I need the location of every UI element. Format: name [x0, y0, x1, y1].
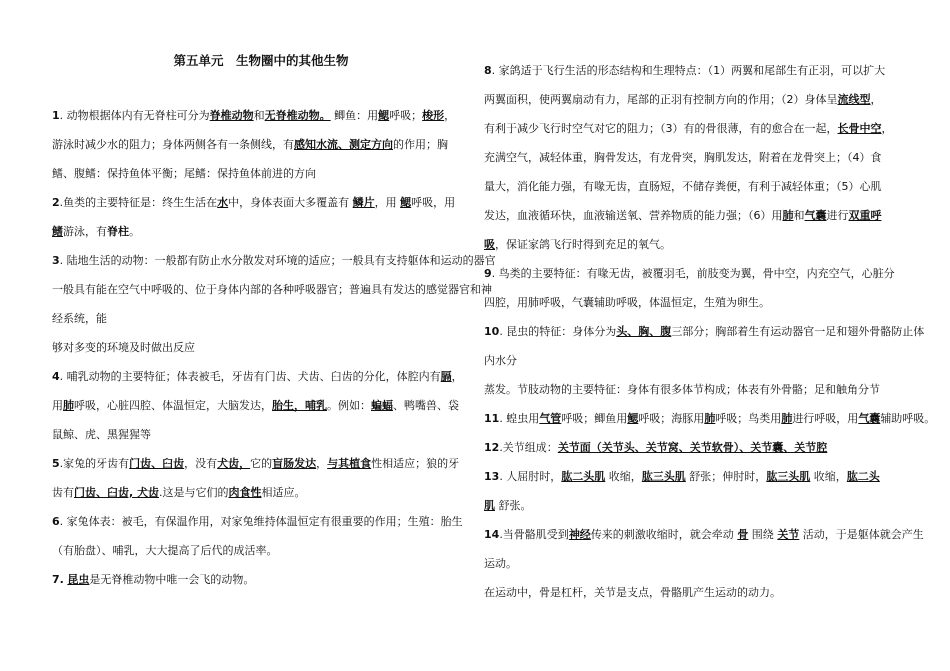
text-run: 呼吸；海豚用: [638, 412, 705, 425]
text-line: [484, 404, 935, 433]
item-number: 1: [52, 109, 60, 122]
text-line: [52, 507, 463, 536]
key-term: 鳃: [627, 412, 639, 425]
text-run: .关节组成：: [499, 441, 558, 454]
key-term: 犬齿，: [217, 457, 251, 470]
key-term: 脊椎动物: [209, 109, 254, 122]
text-run: 活动，于是躯体就会产生: [799, 528, 924, 541]
key-term: 蝙蝠: [371, 399, 393, 412]
key-term: 神经: [568, 528, 591, 541]
text-run: ，: [870, 93, 882, 106]
text-run: 和: [793, 209, 805, 222]
item-number: 9: [484, 267, 492, 280]
text-run: 和: [253, 109, 265, 122]
text-run: 四腔，用肺呼吸，气囊辅助呼吸，体温恒定，生殖为卵生。: [484, 296, 770, 309]
text-run: . 家鸽适于飞行生活的形态结构和生理特点：（1）两翼和尾部生有正羽，可以扩大: [491, 64, 886, 77]
text-line: [52, 101, 455, 130]
item-number: 6: [52, 515, 60, 528]
text-run: 游泳时减少水的阻力；身体两侧各有一条侧线，有: [52, 138, 294, 151]
item-number: 5: [52, 457, 60, 470]
text-run: 辅助呼吸。: [880, 412, 936, 425]
text-run: . 蝗虫用: [499, 412, 540, 425]
text-run: 。: [129, 225, 140, 238]
key-term: 鳞片: [352, 196, 375, 209]
text-run: 三部分；胸部着生有运动器官一足和翅外骨骼防止体: [671, 325, 925, 338]
text-line: [484, 56, 885, 85]
key-term: 流线型: [837, 93, 871, 106]
text-line: [52, 159, 316, 188]
item-number: 脊柱: [107, 225, 129, 238]
text-run: ，保证家鸽飞行时得到充足的氧气。: [495, 238, 671, 251]
key-term: 门齿、臼齿: [129, 457, 185, 470]
text-run: 用: [52, 399, 63, 412]
text-line: [484, 346, 517, 375]
key-term: 气囊: [858, 412, 881, 425]
text-line: [484, 259, 895, 288]
unit-title: 第五单元 生物圈中的其他生物: [173, 53, 349, 68]
text-run: ，没有: [184, 457, 218, 470]
item-number: 3: [52, 254, 60, 267]
key-term: 鳍: [52, 225, 63, 238]
text-run: 收缩，: [605, 470, 642, 483]
text-run: 传来的刺激收缩时，就会牵动: [590, 528, 738, 541]
key-term: 昆虫: [67, 573, 90, 586]
text-run: 在运动中，骨是杠杆，关节是支点，骨骼肌产生运动的动力。: [484, 586, 781, 599]
key-term: 肺: [63, 399, 74, 412]
text-run: 中，身体表面大多覆盖有: [228, 196, 353, 209]
text-run: 呼吸，用: [411, 196, 456, 209]
text-run: 呼吸；鲫鱼用: [561, 412, 628, 425]
key-term: 气管: [539, 412, 562, 425]
key-term: 骨: [737, 528, 749, 541]
text-run: .鱼类的主要特征是：终生生活在: [59, 196, 218, 209]
item-number: 2: [52, 196, 60, 209]
text-line: [52, 449, 459, 478]
text-run: ，: [444, 109, 456, 122]
text-run: 两翼面积，使两翼扇动有力，尾部的正羽有控制方向的作用；（2）身体呈: [484, 93, 838, 106]
key-term: 吸: [484, 238, 495, 251]
text-line: [52, 536, 278, 565]
key-term: 肱三头肌: [641, 470, 686, 483]
text-line: [484, 549, 517, 578]
text-line: [484, 114, 893, 143]
key-term: 长骨中空: [837, 122, 882, 135]
text-run: 收缩，: [810, 470, 847, 483]
text-line: [484, 578, 781, 607]
text-line: [484, 375, 880, 404]
text-run: ，: [451, 370, 463, 383]
text-run: 进行呼吸，用: [792, 412, 859, 425]
text-line: [52, 188, 455, 217]
text-run: 围绕: [748, 528, 778, 541]
text-run: . 陆地生活的动物：一般都有防止水分散发对环境的适应；一般具有支持躯体和运动的器官: [59, 254, 496, 267]
text-run: （有胎盘）、哺乳，大大提高了后代的成活率。: [52, 544, 278, 557]
text-run: ，用: [374, 196, 401, 209]
text-run: 齿有: [52, 486, 74, 499]
text-line: [484, 520, 924, 549]
item-number: 12: [484, 441, 500, 454]
key-term: 肌: [484, 499, 495, 512]
text-line: [52, 217, 140, 246]
item-number: 4: [52, 370, 60, 383]
text-run: 游泳，有: [63, 225, 107, 238]
text-line: [52, 391, 459, 420]
key-term: 肺: [782, 209, 794, 222]
key-term: 鳃: [378, 109, 390, 122]
text-line: [484, 230, 671, 259]
key-term: 梭形: [422, 109, 445, 122]
text-run: 够对多变的环境及时做出反应: [52, 341, 195, 354]
text-line: [484, 143, 882, 172]
item-number: 10: [484, 325, 500, 338]
text-run: 鼠鲸、虎、黑猩猩等: [52, 428, 151, 441]
text-run: . 人屈肘时，: [499, 470, 562, 483]
key-term: 感知水流、测定方向: [294, 138, 393, 151]
key-term: 关节面（关节头、关节窝、关节软骨）、关节囊、关节腔: [557, 441, 828, 454]
text-run: 鳍、腹鳍：保持鱼体平衡；尾鳍：保持鱼体前进的方向: [52, 167, 316, 180]
key-term: 膈: [440, 370, 452, 383]
text-line: [484, 317, 924, 346]
text-run: 量大，消化能力强，有喙无齿，直肠短，不储存粪便，有利于减轻体重；（5）心肌: [484, 180, 882, 193]
text-run: 充满空气，减轻体重，胸骨发达，有龙骨突，胸肌发达，附着在龙骨突上；（4）食: [484, 151, 882, 164]
key-term: 肉食性: [228, 486, 262, 499]
item-number: 8: [484, 64, 492, 77]
text-line: [484, 172, 882, 201]
text-line: [52, 304, 107, 333]
text-run: 呼吸；鸟类用: [715, 412, 782, 425]
key-term: 头、胸、腹: [616, 325, 672, 338]
text-line: [52, 130, 448, 159]
text-line: [484, 288, 770, 317]
text-run: 、鸭嘴兽、袋: [393, 399, 459, 412]
text-run: .家兔的牙齿有: [59, 457, 130, 470]
key-term: 肱二头: [846, 470, 880, 483]
text-run: 蒸发。节肢动物的主要特征：身体有很多体节构成；体表有外骨骼；足和触角分节: [484, 383, 880, 396]
text-line: [52, 565, 254, 594]
text-line: [52, 246, 496, 275]
text-run: 呼吸；: [389, 109, 423, 122]
text-run: 相适应。: [261, 486, 306, 499]
text-line: [484, 433, 827, 462]
text-run: 。例如：: [327, 399, 371, 412]
key-term: 肺: [781, 412, 793, 425]
text-run: . 昆虫的特征：身体分为: [499, 325, 617, 338]
item-number: 7.: [52, 573, 64, 586]
key-term: 肺: [704, 412, 716, 425]
text-line: [52, 478, 306, 507]
key-term: 双重呼: [848, 209, 882, 222]
text-run: 一般具有能在空气中呼吸的、位于身体内部的各种呼吸器官；普遍具有发达的感觉器官和神: [52, 283, 492, 296]
text-run: 鲫鱼：用: [330, 109, 379, 122]
key-term: 门齿、臼齿, 犬齿: [74, 486, 160, 499]
text-line: [484, 462, 880, 491]
text-line: [52, 362, 463, 391]
text-line: [52, 420, 151, 449]
text-run: 发达，血液循环快，血液输送氧、营养物质的能力强；（6）用: [484, 209, 783, 222]
text-run: 经系统，能: [52, 312, 107, 325]
text-run: 是无脊椎动物中唯一会飞的动物。: [89, 573, 255, 586]
text-run: 呼吸，心脏四腔、体温恒定，大脑发达，: [74, 399, 272, 412]
text-run: 进行: [826, 209, 849, 222]
text-run: 的作用；胸: [393, 138, 448, 151]
key-term: 盲肠发达: [272, 457, 317, 470]
text-run: . 动物根据体内有无脊柱可分为: [59, 109, 210, 122]
text-line: [484, 491, 532, 520]
key-term: 肱三头肌: [766, 470, 811, 483]
key-term: 气囊: [804, 209, 827, 222]
text-run: 有利于减少飞行时空气对它的阻力；（3）有的骨很薄，有的愈合在一起，: [484, 122, 838, 135]
key-term: 鳃: [400, 196, 412, 209]
text-run: . 鸟类的主要特征：有喙无齿，被覆羽毛，前肢变为翼，骨中空，内充空气，心脏分: [491, 267, 895, 280]
text-run: ，: [316, 457, 328, 470]
text-run: 舒张。: [495, 499, 532, 512]
item-number: 11: [484, 412, 500, 425]
text-run: 它的: [250, 457, 273, 470]
text-run: ，: [881, 122, 893, 135]
key-term: 与其植食: [327, 457, 372, 470]
text-run: 运动。: [484, 557, 517, 570]
text-run: .当骨骼肌受到: [499, 528, 569, 541]
text-run: . 家兔体表：被毛，有保温作用，对家兔维持体温恒定有很重要的作用；生殖：胎生: [59, 515, 463, 528]
text-line: [484, 85, 882, 114]
key-term: 肱二头肌: [561, 470, 606, 483]
text-line: [52, 275, 492, 304]
key-term: 无脊椎动物。: [264, 109, 331, 122]
item-number: 14: [484, 528, 500, 541]
text-line: [484, 201, 882, 230]
key-term: 关节: [777, 528, 800, 541]
key-term: 水: [217, 196, 229, 209]
text-run: 内水分: [484, 354, 517, 367]
text-run: .这是与它们的: [159, 486, 229, 499]
key-term: 胎生，哺乳: [272, 399, 327, 412]
text-run: 性相适应；狼的牙: [371, 457, 460, 470]
text-run: 舒张；伸肘时，: [685, 470, 767, 483]
text-run: . 哺乳动物的主要特征；体表被毛，牙齿有门齿、犬齿、臼齿的分化，体腔内有: [59, 370, 441, 383]
item-number: 13: [484, 470, 500, 483]
text-line: [52, 333, 195, 362]
